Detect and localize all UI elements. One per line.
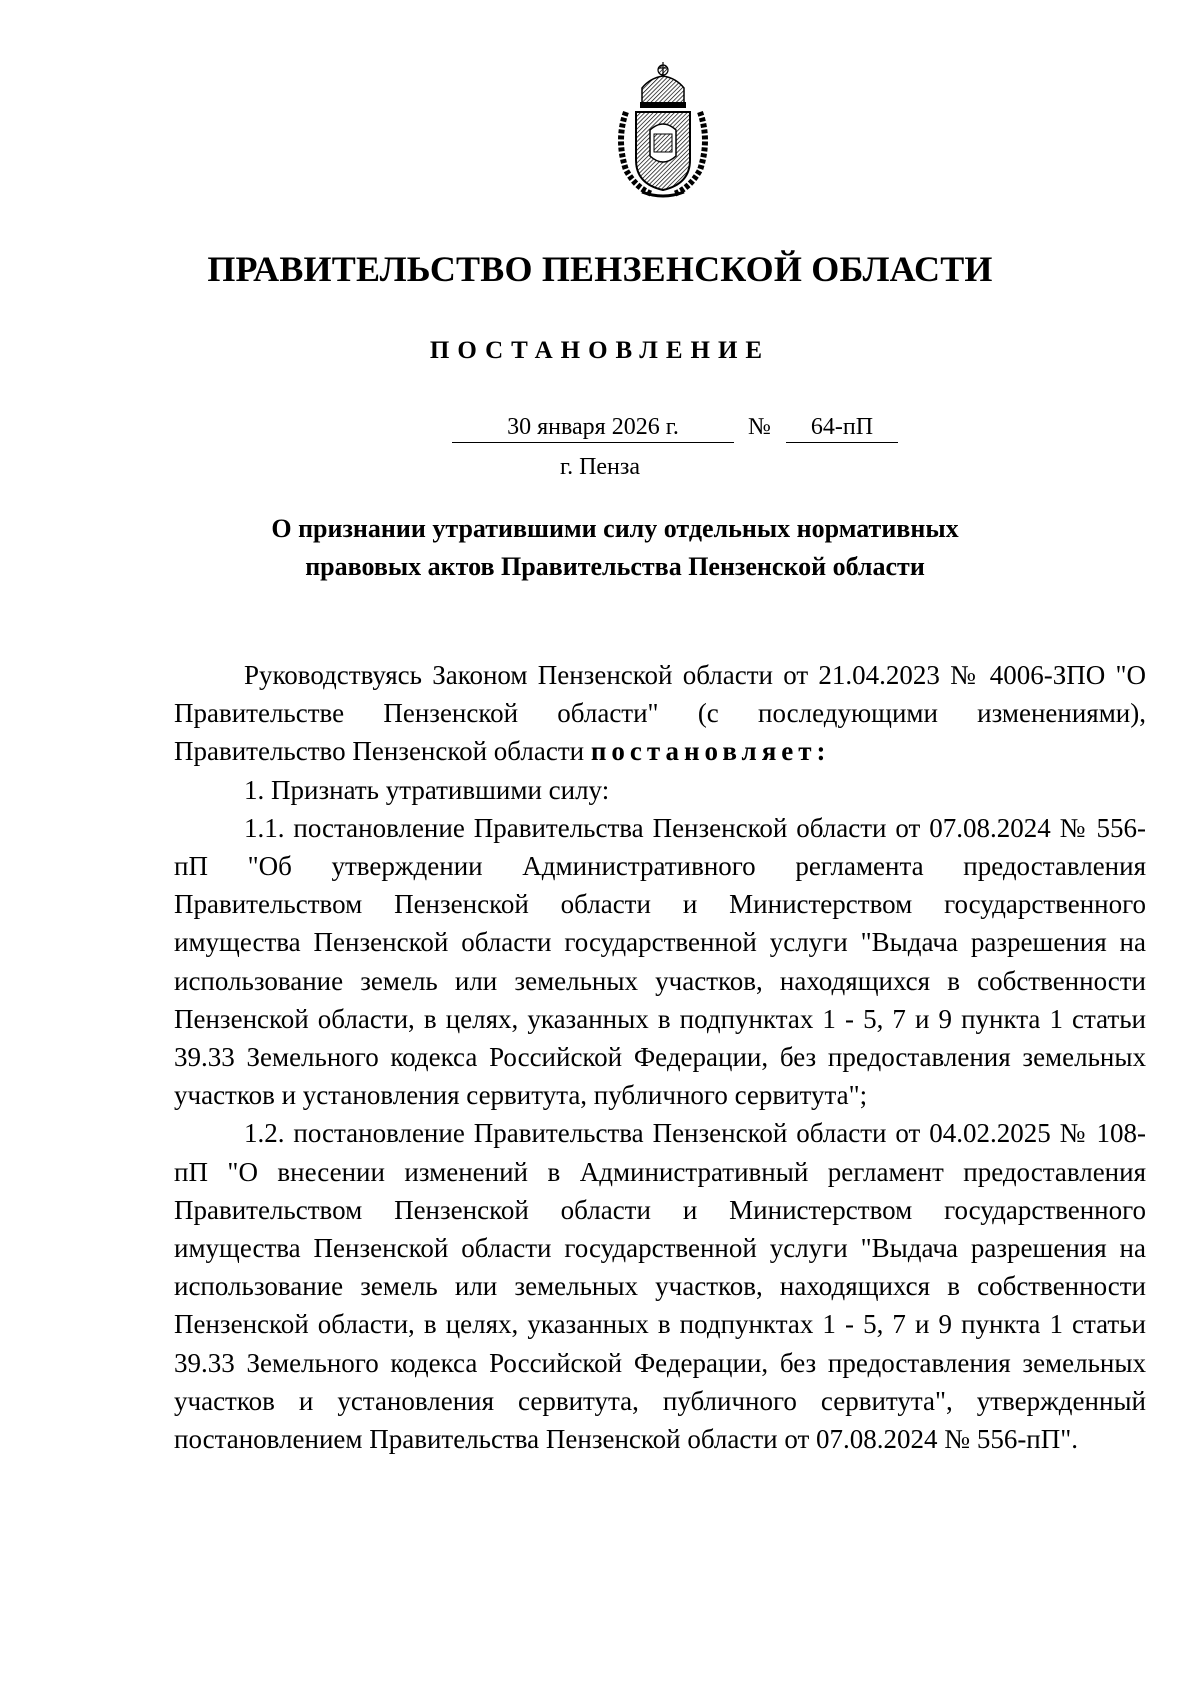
document-date: 30 января 2026 г. bbox=[452, 412, 734, 443]
item-1: 1. Признать утратившими силу: bbox=[244, 774, 610, 805]
subject-line-2: правовых актов Правительства Пензенской области bbox=[305, 552, 925, 581]
coat-of-arms-icon bbox=[612, 60, 714, 200]
item-1-1: 1.1. постановление Правительства Пензенской области от 07.08.2024 № 556-пП "Об утверждении Административного регламента предоставления Правительством Пензенской области и Министерством государственного имущества Пензенской области государственной услуги "Выдача разрешения на использование земель или земельных участков, находящихся в собственности Пензенской области, в целях, указанных в подпунктах 1 - 5, 7 и 9 пункта 1 статьи 39.33 Земельного кодекса Российской Федерации, без предоставления земельных участков и установления сервитута, публичного сервитута"; bbox=[174, 812, 1146, 1111]
item-1-2: 1.2. постановление Правительства Пензенской области от 04.02.2025 № 108-пП "О внесении изменений в Административный регламент предоставления Правительством Пензенской области и Министерством государственного имущества Пензенской области государственной услуги "Выдача разрешения на использование земель или земельных участков, находящихся в собственности Пензенской области, в целях, указанных в подпунктах 1 - 5, 7 и 9 пункта 1 статьи 39.33 Земельного кодекса Российской Федерации, без предоставления земельных участков и установления сервитута, публичного сервитута", утвержденный постановлением Правительства Пензенской области от 07.08.2024 № 556-пП". bbox=[174, 1118, 1146, 1455]
organization-title: ПРАВИТЕЛЬСТВО ПЕНЗЕНСКОЙ ОБЛАСТИ bbox=[207, 249, 993, 289]
document-number: 64-пП bbox=[786, 412, 898, 443]
preamble-text: Руководствуясь Законом Пензенской области от 21.04.2023 № 4006-ЗПО "О Правительстве Пензенской области" (с последующими изменениями), Правительство Пензенской области bbox=[174, 660, 1146, 767]
document-subject bbox=[200, 510, 1030, 586]
number-sign: № bbox=[748, 414, 771, 440]
subject-line-1: О признании утратившими силу отдельных нормативных bbox=[271, 514, 959, 543]
decree-word: постановляет: bbox=[590, 736, 831, 767]
document-type: ПОСТАНОВЛЕНИЕ bbox=[429, 337, 771, 364]
document-body bbox=[174, 656, 1146, 1458]
city: г. Пенза bbox=[559, 454, 641, 480]
preamble-paragraph bbox=[174, 656, 1146, 771]
